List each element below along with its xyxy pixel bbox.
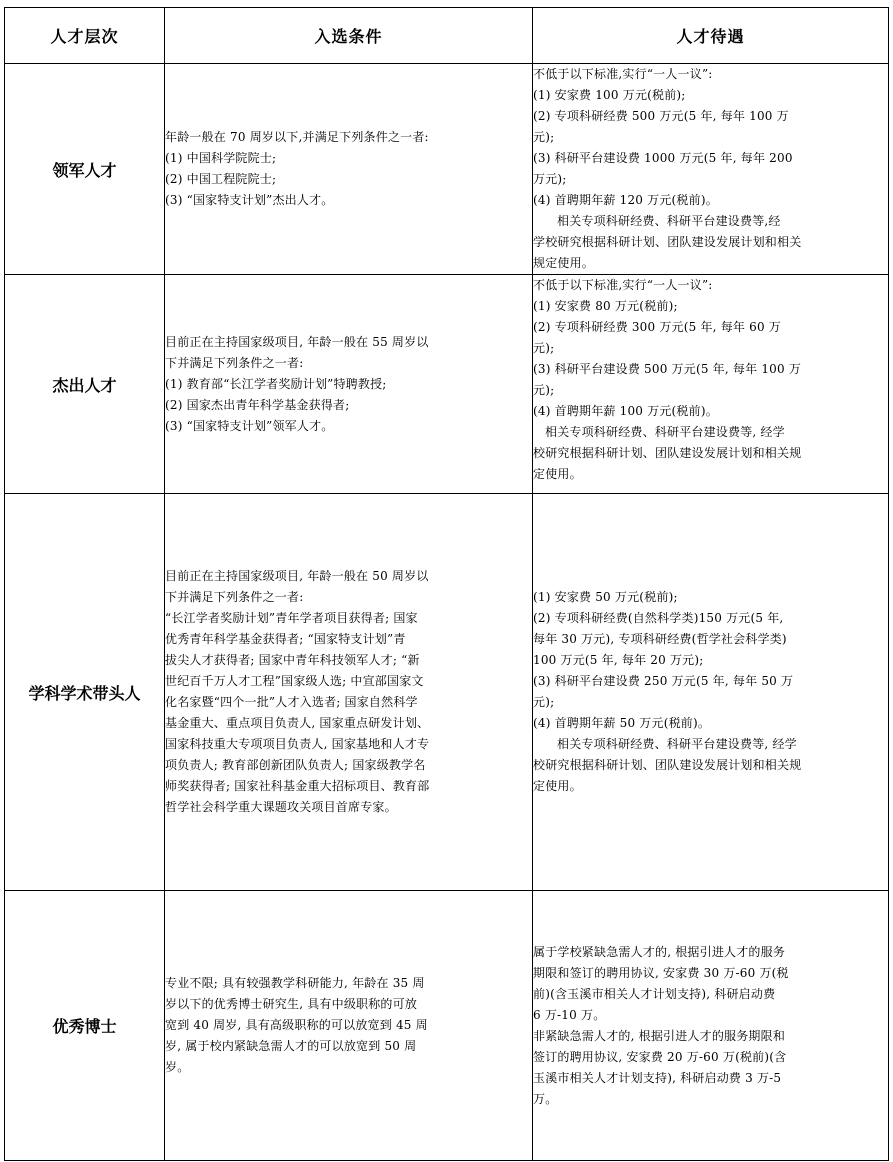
benefits-cell <box>533 275 889 494</box>
benefit-line: 相关专项科研经费、科研平台建设费等, 经学 <box>545 425 785 439</box>
benefit-line: 相关专项科研经费、科研平台建设费等, 经学 <box>557 737 797 751</box>
criteria-line: 目前正在主持国家级项目, 年龄一般在 55 周岁以 <box>165 334 429 349</box>
criteria-line: (2) 国家杰出青年科学基金获得者; <box>165 397 350 412</box>
benefit-line: 6 万-10 万。 <box>533 1007 606 1022</box>
benefit-line: (3) 科研平台建设费 250 万元(5 年, 每年 50 万 <box>533 674 794 688</box>
benefit-line: 属于学校紧缺急需人才的, 根据引进人才的服务 <box>533 944 786 959</box>
criteria-line: (3) “国家特支计划”领军人才。 <box>165 418 334 433</box>
benefit-line: (3) 科研平台建设费 1000 万元(5 年, 每年 200 <box>533 151 793 165</box>
criteria-line: 基金重大、重点项目负责人, 国家重点研发计划、 <box>165 716 430 730</box>
benefit-line: 前)(含玉溪市相关人才计划支持), 科研启动费 <box>533 986 776 1001</box>
benefit-line: 不低于以下标准,实行“一人一议”: <box>533 278 713 292</box>
benefit-line: 元); <box>533 695 555 709</box>
benefit-line: 元); <box>533 383 555 397</box>
benefit-line: (3) 科研平台建设费 500 万元(5 年, 每年 100 万 <box>533 362 802 376</box>
benefit-line: (1) 安家费 50 万元(税前); <box>533 590 678 604</box>
benefit-line: 100 万元(5 年, 每年 20 万元); <box>533 653 704 667</box>
criteria-line: 岁以下的优秀博士研究生, 具有中级职称的可放 <box>165 997 418 1011</box>
benefits-cell <box>533 891 889 1161</box>
benefit-line: 相关专项科研经费、科研平台建设费等,经 <box>557 214 781 228</box>
criteria-line: 年龄一般在 70 周岁以下,并满足下列条件之一者: <box>165 130 429 144</box>
benefit-line: (4) 首聘期年薪 50 万元(税前)。 <box>533 716 711 730</box>
benefit-line: (1) 安家费 80 万元(税前); <box>533 299 678 313</box>
benefit-line: (2) 专项科研经费(自然科学类)150 万元(5 年, <box>533 611 784 625</box>
header-talent-level: 人才层次 <box>5 8 165 64</box>
benefits-cell <box>533 64 889 275</box>
benefit-line: 校研究根据科研计划、团队建设发展计划和相关规 <box>533 446 802 460</box>
criteria-line: 师奖获得者; 国家社科基金重大招标项目、教育部 <box>165 779 430 793</box>
talent-level-cell: 领军人才 <box>5 64 165 275</box>
benefit-line: 定使用。 <box>533 779 582 793</box>
criteria-line: (1) 中国科学院院士; <box>165 151 277 165</box>
benefit-line: 不低于以下标准,实行“一人一议”: <box>533 67 713 81</box>
benefit-line: 校研究根据科研计划、团队建设发展计划和相关规 <box>533 758 802 772</box>
criteria-line: 项负责人; 教育部创新团队负责人; 国家级教学名 <box>165 758 426 772</box>
talent-level-cell: 杰出人才 <box>5 275 165 494</box>
talent-policy-table <box>4 7 889 1161</box>
benefit-line: 学校研究根据科研计划、团队建设发展计划和相关 <box>533 235 802 249</box>
talent-level-cell: 优秀博士 <box>5 891 165 1161</box>
benefit-line: (4) 首聘期年薪 100 万元(税前)。 <box>533 404 718 418</box>
criteria-line: 国家科技重大专项项目负责人, 国家基地和人才专 <box>165 737 430 751</box>
table-header-row <box>5 8 889 64</box>
criteria-line: 岁。 <box>165 1060 190 1074</box>
benefit-line: (2) 专项科研经费 300 万元(5 年, 每年 60 万 <box>533 320 782 334</box>
criteria-line: (3) “国家特支计划”杰出人才。 <box>165 193 334 207</box>
criteria-line: 哲学社会科学重大课题攻关项目首席专家。 <box>165 800 397 814</box>
benefit-line: (2) 专项科研经费 500 万元(5 年, 每年 100 万 <box>533 109 789 123</box>
criteria-cell <box>165 64 533 275</box>
benefit-line: (4) 首聘期年薪 120 万元(税前)。 <box>533 193 718 207</box>
benefit-line: 非紧缺急需人才的, 根据引进人才的服务期限和 <box>533 1028 786 1043</box>
criteria-line: 下并满足下列条件之一者: <box>165 355 304 370</box>
table-row <box>5 891 889 1161</box>
table-row <box>5 64 889 275</box>
benefit-line: 元); <box>533 130 555 144</box>
criteria-line: (1) 教育部“长江学者奖励计划”特聘教授; <box>165 376 387 391</box>
benefit-line: 每年 30 万元), 专项科研经费(哲学社会科学类) <box>533 632 787 646</box>
criteria-cell <box>165 275 533 494</box>
criteria-line: 专业不限; 具有较强教学科研能力, 年龄在 35 周 <box>165 976 425 990</box>
benefit-line: 玉溪市相关人才计划支持), 科研启动费 3 万-5 <box>533 1070 782 1085</box>
table-row <box>5 275 889 494</box>
benefit-line: 万。 <box>533 1091 558 1106</box>
criteria-line: 下并满足下列条件之一者: <box>165 590 304 604</box>
talent-level-cell: 学科学术带头人 <box>5 494 165 891</box>
benefit-line: 定使用。 <box>533 467 582 481</box>
benefit-line: 万元); <box>533 172 567 186</box>
criteria-line: 宽到 40 周岁, 具有高级职称的可以放宽到 45 周 <box>165 1018 428 1032</box>
criteria-cell <box>165 494 533 891</box>
header-selection-criteria: 入选条件 <box>165 8 533 64</box>
benefit-line: (1) 安家费 100 万元(税前); <box>533 88 686 102</box>
criteria-line: (2) 中国工程院院士; <box>165 172 277 186</box>
criteria-line: 世纪百千万人才工程”国家级人选; 中宣部国家文 <box>165 674 424 688</box>
benefit-line: 签订的聘用协议, 安家费 20 万-60 万(税前)(含 <box>533 1049 787 1064</box>
header-talent-benefits: 人才待遇 <box>533 8 889 64</box>
criteria-line: 优秀青年科学基金获得者; “国家特支计划”青 <box>165 632 406 646</box>
benefit-line: 期限和签订的聘用协议, 安家费 30 万-60 万(税 <box>533 965 789 980</box>
benefit-line: 元); <box>533 341 555 355</box>
criteria-line: 岁, 属于校内紧缺急需人才的可以放宽到 50 周 <box>165 1039 417 1053</box>
table-row <box>5 494 889 891</box>
criteria-line: 化名家暨“四个一批”人才入选者; 国家自然科学 <box>165 695 418 709</box>
criteria-cell <box>165 891 533 1161</box>
criteria-line: “长江学者奖励计划”青年学者项目获得者; 国家 <box>165 611 418 625</box>
criteria-line: 拔尖人才获得者; 国家中青年科技领军人才; “新 <box>165 653 420 667</box>
benefits-cell <box>533 494 889 891</box>
benefit-line: 规定使用。 <box>533 256 595 270</box>
criteria-line: 目前正在主持国家级项目, 年龄一般在 50 周岁以 <box>165 569 429 583</box>
